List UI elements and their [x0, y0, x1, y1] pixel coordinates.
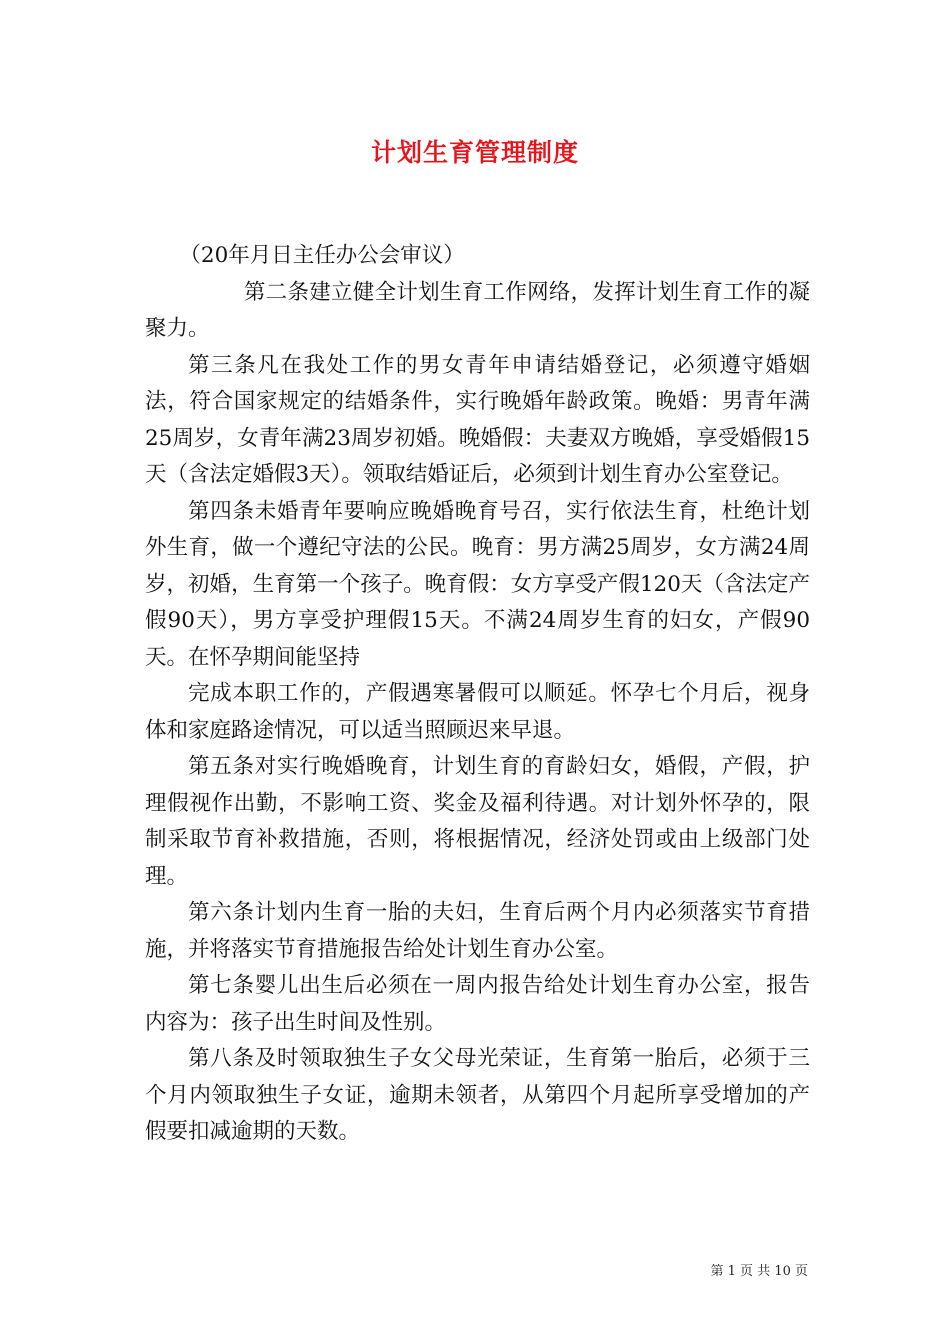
article-7-paragraph: 第七条婴儿出生后必须在一周内报告给处计划生育办公室，报告内容为：孩子出生时间及性别。 [145, 973, 810, 1035]
article-6-paragraph: 第六条计划内生育一胎的夫妇，生育后两个月内必须落实节育措施，并将落实节育措施报告给处计划生育办公室。 [145, 900, 810, 962]
article-4-continuation-paragraph: 完成本职工作的，产假遇寒暑假可以顺延。怀孕七个月后，视身体和家庭路途情况，可以适当照顾迟来早退。 [145, 681, 810, 743]
document-title: 计划生育管理制度 [370, 138, 579, 167]
page-number: 第 1 页 共 10 页 [710, 1264, 808, 1279]
article-3-paragraph: 第三条凡在我处工作的男女青年申请结婚登记，必须遵守婚姻法，符合国家规定的结婚条件，实行晚婚年龄政策。晚婚：男青年满25周岁，女青年满23周岁初婚。晚婚假：夫妻双方晚婚，享受婚假15天（含法定婚假3天）。领取结婚证后，必须到计划生育办公室登记。 [145, 352, 810, 487]
article-8-paragraph: 第八条及时领取独生子女父母光荣证，生育第一胎后，必须于三个月内领取独生子女证，逾期未领者，从第四个月起所享受增加的产假要扣减逾期的天数。 [145, 1046, 810, 1144]
document-body [145, 238, 810, 1151]
article-5-paragraph: 第五条对实行晚婚晚育，计划生育的育龄妇女，婚假，产假，护理假视作出勤，不影响工资、奖金及福利待遇。对计划外怀孕的，限制采取节育补救措施，否则，将根据情况，经济处罚或由上级部门处理。 [145, 754, 810, 889]
meeting-note: （20年月日主任办公会审议） [179, 243, 465, 268]
article-2-paragraph: 第二条建立健全计划生育工作网络，发挥计划生育工作的凝聚力。 [145, 279, 810, 341]
article-4-paragraph: 第四条未婚青年要响应晚婚晚育号召，实行依法生育，杜绝计划外生育，做一个遵纪守法的公民。晚育：男方满25周岁，女方满24周岁，初婚，生育第一个孩子。晚育假：女方享受产假120天（含法定产假90天），男方享受护理假15天。不满24周岁生育的妇女，产假90天。在怀孕期间能坚持 [145, 498, 810, 670]
